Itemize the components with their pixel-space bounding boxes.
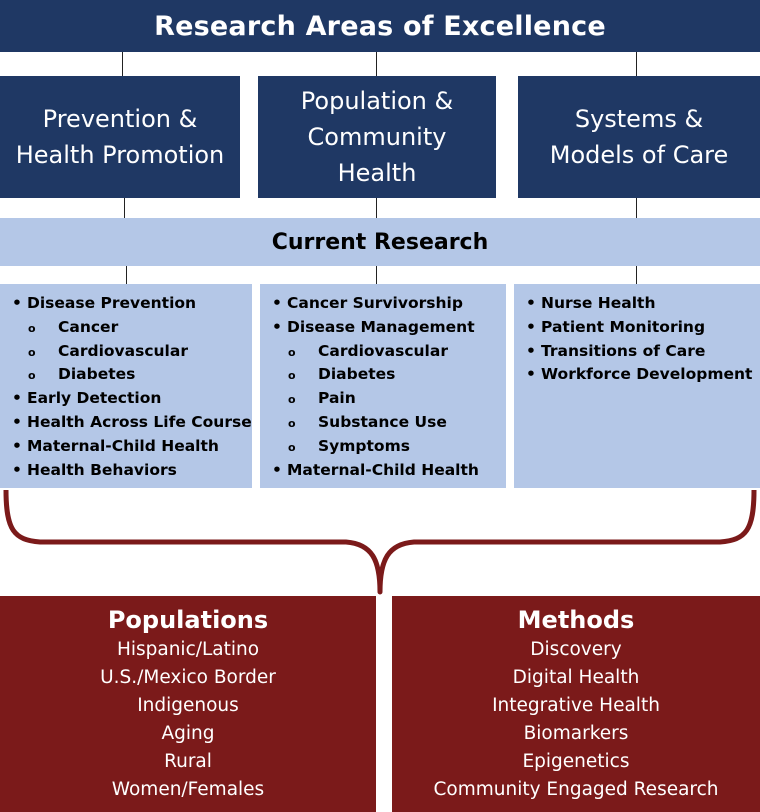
research-item-label: Maternal-Child Health (287, 460, 479, 479)
current-research-bar (0, 218, 760, 266)
bullet-marker: • (12, 389, 22, 408)
method-item: Biomarkers (523, 723, 629, 744)
methods-title: Methods (517, 606, 635, 634)
connector-low-right (636, 266, 637, 284)
research-item-label: Transitions of Care (541, 341, 706, 360)
research-item-label: Maternal-Child Health (27, 436, 219, 455)
research-item (526, 363, 760, 387)
research-item-label: Substance Use (318, 412, 447, 431)
area-line: Population & (300, 87, 454, 115)
sub-bullet-marker: o (28, 369, 36, 383)
research-item-label: Pain (318, 389, 356, 408)
research-item-label: Cardiovascular (58, 341, 188, 360)
research-item (272, 292, 506, 316)
bullet-marker: • (12, 460, 22, 479)
connector-low-left (126, 266, 127, 284)
research-item (12, 292, 252, 316)
populations-title: Populations (107, 606, 269, 634)
area-line: Health (337, 159, 417, 187)
methods-box (392, 596, 760, 812)
method-item: Digital Health (512, 667, 640, 688)
research-item (12, 363, 252, 387)
research-item-label: Workforce Development (541, 365, 753, 384)
research-item (272, 435, 506, 459)
research-list-prevention (0, 284, 252, 488)
bullet-marker: • (526, 317, 536, 336)
research-item (12, 459, 252, 483)
area-box-population (258, 76, 496, 198)
population-item: Women/Females (111, 779, 265, 800)
population-item: Rural (164, 751, 212, 772)
research-item-label: Diabetes (318, 365, 396, 384)
research-item (12, 340, 252, 364)
connector-low-center (376, 266, 377, 284)
research-item (526, 340, 760, 364)
bullet-marker: • (12, 412, 22, 431)
population-item: Indigenous (137, 695, 239, 716)
research-item (526, 316, 760, 340)
research-item (272, 363, 506, 387)
area-box-prevention (0, 76, 240, 198)
research-item (272, 411, 506, 435)
research-item (272, 316, 506, 340)
research-item (526, 292, 760, 316)
research-item-label: Cancer Survivorship (287, 294, 463, 312)
research-item-label: Health Behaviors (27, 460, 177, 479)
bullet-marker: • (526, 365, 536, 384)
sub-bullet-marker: o (28, 321, 36, 335)
research-item (12, 411, 252, 435)
brace-shape (6, 490, 754, 592)
connector-top-right (636, 52, 637, 76)
research-item-label: Cardiovascular (318, 341, 448, 360)
research-item-label: Diabetes (58, 365, 136, 384)
research-item (272, 459, 506, 483)
research-item-label: Symptoms (318, 436, 410, 455)
population-item: U.S./Mexico Border (100, 667, 276, 688)
research-item (12, 387, 252, 411)
population-item: Aging (161, 723, 215, 744)
research-areas-banner (0, 0, 760, 52)
research-item (272, 387, 506, 411)
population-item: Hispanic/Latino (116, 639, 260, 660)
research-item (272, 340, 506, 364)
area-line: Prevention & (42, 105, 198, 133)
connector-top-left (122, 52, 123, 76)
bullet-marker: • (12, 436, 22, 455)
connector-mid-center (376, 198, 377, 218)
research-item-label: Early Detection (27, 389, 162, 408)
research-item-label: Health Across Life Course (27, 412, 252, 431)
research-item (12, 316, 252, 340)
area-line: Models of Care (549, 141, 729, 169)
method-item: Epigenetics (522, 751, 630, 772)
connector-mid-left (124, 198, 125, 218)
research-list-systems (514, 284, 760, 488)
research-item-label: Cancer (58, 317, 119, 336)
sub-bullet-marker: o (288, 393, 296, 407)
connector-mid-right (636, 198, 637, 218)
research-areas-title: Research Areas of Excellence (154, 10, 606, 42)
bullet-marker: • (272, 317, 282, 336)
research-item-label: Patient Monitoring (541, 317, 706, 336)
method-item: Community Engaged Research (433, 779, 719, 800)
brace-connector (0, 488, 760, 598)
research-item-label: Disease Prevention (27, 294, 197, 312)
area-line: Community (307, 123, 447, 151)
bullet-marker: • (272, 294, 282, 312)
bullet-marker: • (12, 294, 22, 312)
sub-bullet-marker: o (288, 345, 296, 359)
research-list-population (260, 284, 506, 488)
populations-box (0, 596, 376, 812)
bullet-marker: • (526, 341, 536, 360)
method-item: Integrative Health (492, 695, 660, 716)
sub-bullet-marker: o (28, 345, 36, 359)
sub-bullet-marker: o (288, 416, 296, 430)
sub-bullet-marker: o (288, 369, 296, 383)
method-item: Discovery (530, 639, 622, 660)
research-item-label: Nurse Health (541, 294, 656, 312)
area-line: Health Promotion (15, 141, 225, 169)
research-item-label: Disease Management (287, 317, 475, 336)
bullet-marker: • (272, 460, 282, 479)
bullet-marker: • (526, 294, 536, 312)
sub-bullet-marker: o (288, 440, 296, 454)
research-item (12, 435, 252, 459)
current-research-title: Current Research (271, 229, 489, 255)
area-box-systems (518, 76, 760, 198)
area-line: Systems & (574, 105, 704, 133)
connector-top-center (376, 52, 377, 76)
